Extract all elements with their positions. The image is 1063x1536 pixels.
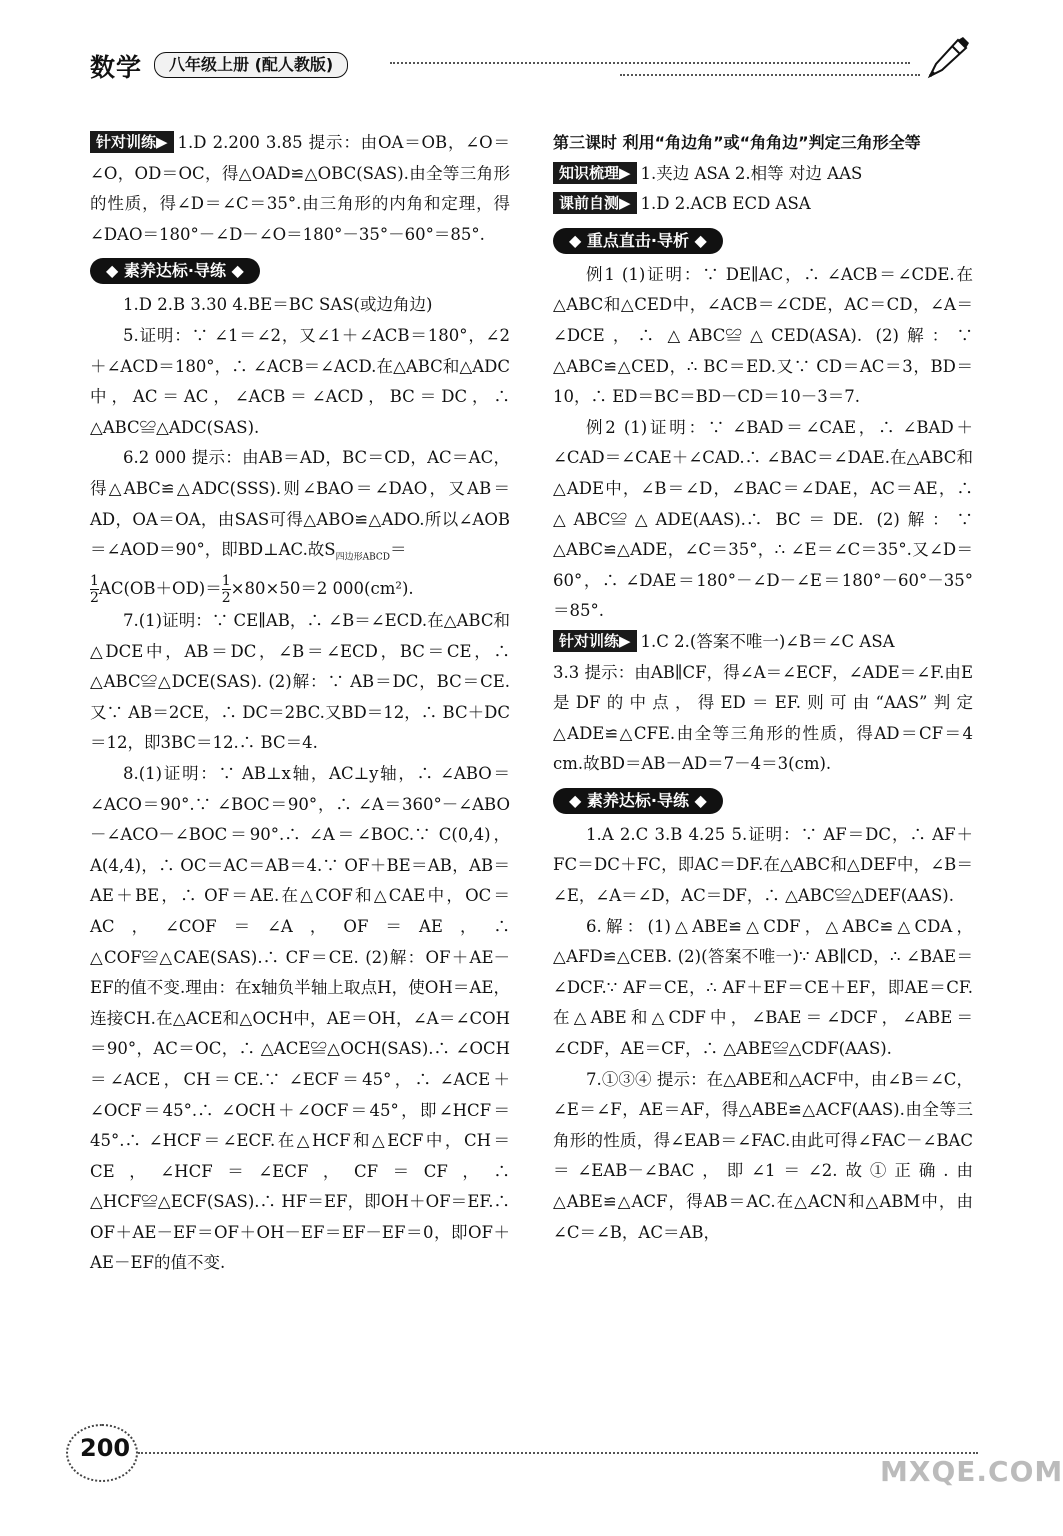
knowledge-tag: 知识梳理▶ [553, 162, 637, 184]
example-2: 例2 (1)证明：∵ ∠BAD＝∠CAE，∴ ∠BAD＋∠CAD＝∠CAE＋∠CAD.∴ ∠BAC＝∠DAE.在△ABC和△ADE中，∠B＝∠D，∠BAC＝∠DAE，AC＝AE，∴ △ABC≌△ADE(AAS).∴ BC＝DE. (2)解：∵ △ABC≌△ADE，∠C＝35°，∴ ∠E＝∠C＝35°.又∠D＝60°，∴ ∠DAE＝180°－∠D－∠E＝180°－60°－35°＝85°. [553, 417, 973, 621]
answer-6-formula: $\frac{1}{2}$ AC(OB＋OD)＝ $\frac{1}{2}$ ×80×50＝2 000(cm²). [90, 573, 414, 607]
pretest-tag: 课前自测▶ [553, 192, 637, 214]
fraction: $\frac{1}{2}$ [90, 573, 99, 607]
drill-tag: 针对训练▶ [90, 131, 174, 153]
answer-5: 5.证明：∵ ∠1＝∠2，又∠1＋∠ACB＝180°，∠2＋∠ACD＝180°，∴ ∠ACB＝∠ACD.在△ABC和△ADC中，AC＝AC，∠ACB＝∠ACD，BC＝DC，∴ △ABC≌△ADC(SAS). [90, 325, 510, 437]
answer-6-right: 6.解：(1)△ABE≌△CDF，△ABC≌△CDA，△AFD≌△CEB. (2)(答案不唯一)∵ AB∥CD，∴ ∠BAE＝∠DCF.∵ AF＝CE，∴ AF＋EF＝CE＋EF，即AE＝CF.在△ABE和△CDF中，∠BAE＝∠DCF，∠ABE＝∠CDF，AE＝CF，∴ △ABE≌△CDF(AAS). [553, 916, 973, 1059]
focus-banner: ◆ 重点直击·导析 ◆ [553, 228, 723, 254]
example-1: 例1 (1)证明：∵ DE∥AC，∴ ∠ACB＝∠CDE.在△ABC和△CED中，∠ACB＝∠CDE，AC＝CD，∠A＝∠DCE，∴ △ABC≌△CED(ASA). (2)解：∵ △ABC≌△CED，∴ BC＝ED.又∵ CD＝AC＝3，BD＝10，∴ ED＝BC＝BD－CD＝10－3＝7. [553, 264, 973, 407]
pen-icon [922, 34, 972, 84]
answer-8: 8.(1)证明：∵ AB⊥x轴，AC⊥y轴，∴ ∠ABO＝∠ACO＝90°.∵ ∠BOC＝90°，∴ ∠A＝360°－∠ABO－∠ACO－∠BOC＝90°.∴ ∠A＝∠BOC.∵ C(0,4)，A(4,4)，∴ OC＝AC＝AB＝4.∵ OF＋BE＝AB，AB＝AE＋BE，∴ OF＝AE.在△COF和△CAE中，OC＝AC，∠COF＝∠A，OF＝AE，∴ △COF≌△CAE(SAS).∴ CF＝CE. (2)解：OF＋AE－EF的值不变.理由：在x轴负半轴上取点H，使OH＝AE，连接CH.在△ACE和△OCH中，AE＝OH，∠A＝∠COH＝90°，AC＝OC，∴ △ACE≌△OCH(SAS).∴ ∠OCH＝∠ACE，CH＝CE.∵ ∠ECF＝45°，∴ ∠ACE＋∠OCF＝45°.∴ ∠OCH＋∠OCF＝45°，即∠HCF＝45°.∴ ∠HCF＝∠ECF.在△HCF和△ECF中，CH＝CE，∠HCF＝∠ECF，CF＝CF，∴ △HCF≌△ECF(SAS).∴ HF＝EF，即OH＋OF＝EF.∴ OF＋AE－EF＝OF＋OH－EF＝EF－EF＝0，即OF＋AE－EF的值不变. [90, 763, 510, 1273]
quality-banner-2: ◆ 素养达标·导练 ◆ [553, 788, 723, 814]
right-column [553, 128, 973, 1248]
page-header [90, 46, 970, 82]
answers-1-4: 1.D 2.B 3.30 4.BE＝BC SAS(或边角边) [123, 295, 433, 315]
header-divider-2 [620, 74, 920, 76]
subject-title: 数学 [90, 53, 143, 82]
knowledge-text: 1.夹边 ASA 2.相等 对边 AAS [640, 163, 863, 183]
drill-text: 1.D 2.200 3.85 提示：由OA＝OB，∠O＝∠O，OD＝OC，得△OAD≌△OBC(SAS).由全等三角形的性质，得∠D＝∠C＝35°.由三角形的内角和定理，得∠DAO＝180°－∠D－∠O＝180°－35°－60°＝85°. [90, 133, 510, 244]
footer-divider [138, 1452, 978, 1454]
page-number: 200 [80, 1434, 131, 1462]
answer-7-right: 7.①③④ 提示：在△ABE和△ACF中，由∠B＝∠C，∠E＝∠F，AE＝AF，得△ABE≌△ACF(AAS).由全等三角形的性质，得∠EAB＝∠FAC.由此可得∠FAC－∠BAC＝∠EAB－∠BAC，即∠1＝∠2.故①正确.由△ABE≌△ACF，得AB＝AC.在△ACN和△ABM中，由∠C＝∠B，AC＝AB， [553, 1069, 973, 1242]
answer-6: 6.2 000 提示：由AB＝AD，BC＝CD，AC＝AC，得△ABC≌△ADC(SSS).则∠BAO＝∠DAO，又AB＝AD，OA＝OA，由SAS可得△ABO≌△ADO.所以∠AOB＝∠AOD＝90°，即BD⊥AC.故$S_{四边形ABCD}=$ [90, 448, 510, 563]
answers-1-5: 1.A 2.C 3.B 4.25 5.证明：∵ AF＝DC，∴ AF＋FC＝DC＋FC，即AC＝DF.在△ABC和△DEF中，∠B＝∠E，∠A＝∠D，AC＝DF，∴ △ABC≌△DEF(AAS). [553, 824, 973, 906]
pretest-text: 1.D 2.ACB ECD ASA [640, 194, 811, 214]
section-title: 第三课时 利用“角边角”或“角角边”判定三角形全等 [553, 133, 921, 152]
header-divider [390, 62, 910, 64]
watermark-logo: MXQE.COM [880, 1455, 1063, 1488]
answer-7: 7.(1)证明：∵ CE∥AB，∴ ∠B＝∠ECD.在△ABC和△DCE中，AB＝DC，∠B＝∠ECD，BC＝CE，∴ △ABC≌△DCE(SAS). (2)解：∵ AB＝DC，BC＝CE.又∵ AB＝2CE，∴ DC＝2BC.又BD＝12，∴ BC＋DC＝12，即3BC＝12.∴ BC＝4. [90, 611, 510, 753]
drill-tag-2: 针对训练▶ [553, 630, 637, 652]
drill-answer-3: 3.3 提示：由AB∥CF，得∠A＝∠ECF，∠ADE＝∠F.由E是DF的中点，得ED＝EF.则可由“AAS”判定△ADE≌△CFE.由全等三角形的性质，得AD＝CF＝4 cm.故BD＝AB－AD＝7－4＝3(cm). [553, 662, 973, 774]
grade-badge: 八年级上册 (配人教版) [154, 52, 348, 78]
drill-text-2: 1.C 2.(答案不唯一)∠B＝∠C ASA [640, 631, 895, 651]
page-footer [58, 1420, 978, 1480]
quality-banner: ◆ 素养达标·导练 ◆ [90, 258, 260, 284]
fraction: $\frac{1}{2}$ [221, 573, 231, 607]
left-column [90, 128, 510, 1279]
